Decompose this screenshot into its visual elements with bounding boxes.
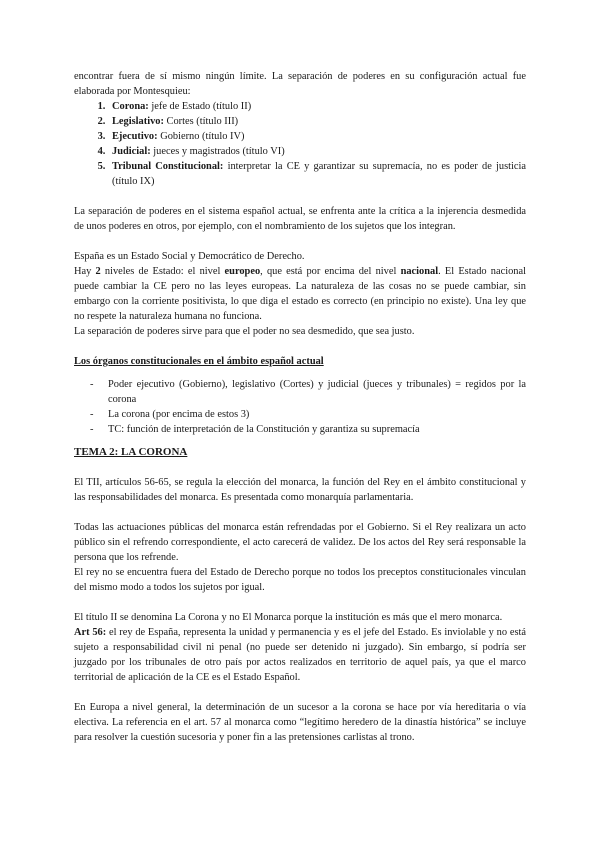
organs-list: [74, 377, 526, 437]
powers-list: [74, 99, 526, 189]
power-desc: jueces y magistrados (título VI): [150, 146, 285, 157]
tema-paragraph-4: El título II se denomina La Corona y no El Monarca porque la institución es más que el mero monarca.: [74, 612, 503, 623]
power-item-corona: [108, 99, 526, 114]
text-run: , que está por encima del nivel: [260, 266, 401, 277]
power-term: Judicial:: [112, 146, 151, 157]
intro-paragraph: encontrar fuera de sí mismo ningún límite. La separación de poderes en su configuración actual fue elaborada por Montesquieu:: [74, 71, 526, 97]
art56-text: el rey de España, representa la unidad y permanencia y es el jefe del Estado. Es inviolable y no está sujeto a responsabilidad civil ni penal (no puede ser detenido ni juzgado). Sin embargo, sí podría ser juzgado por los tribunales de otro país por actos realizados en territorio de aquel país, ya que el marco territorial de aplicación de la CE es el Estado Español.: [74, 627, 526, 683]
list-item: [74, 377, 526, 407]
tema-heading: TEMA 2: LA CORONA: [74, 446, 188, 458]
dash-bullet: -: [90, 424, 94, 435]
power-term: Corona:: [112, 101, 149, 112]
tema-paragraph-3: El rey no se encuentra fuera del Estado de Derecho porque no todos los preceptos constitucionales vinculan del mismo modo a todos los sujetos por igual.: [74, 567, 526, 593]
text-run: Hay: [74, 266, 96, 277]
bold-run: nacional: [400, 266, 439, 277]
state-line-3: La separación de poderes sirve para que el poder no sea desmedido, que sea justo.: [74, 326, 415, 337]
list-item-text: La corona (por encima de estos 3): [108, 409, 250, 420]
tema-paragraph-2: Todas las actuaciones públicas del monarca están refrendadas por el Gobierno. Si el Rey realizara un acto público sin el refrendo correspondiente, el acto carecerá de validez. De los actos del Rey será responsable la persona que los refrende.: [74, 522, 526, 563]
power-desc: jefe de Estado (título II): [148, 101, 252, 112]
tema-paragraph-1: El TII, artículos 56-65, se regula la elección del monarca, la función del Rey en el ámbito constitucional y las responsabilidades del monarca. Es presentada como monarquía parlamentaria.: [74, 477, 526, 503]
state-levels-paragraph: [74, 264, 526, 324]
tema-paragraph-6: En Europa a nivel general, la determinación de un sucesor a la corona se hace por vía hereditaria o vía electiva. La referencia en el art. 57 al monarca como “legítimo heredero de la dinastía histórica” se incluye para resolver la cuestión sucesoria y poner fin a las pretensiones carlistas al trono.: [74, 702, 526, 743]
text-run: . El Estado nacional puede cambiar la CE pero no las leyes europeas. La naturaleza de las cosas no se puede cambiar, sin embargo con la corriente positivista, lo que diga el estado es correcto (en principio no existe). Una ley que no respete la naturaleza humana no funciona.: [74, 266, 526, 322]
power-term: Ejecutivo:: [112, 131, 158, 142]
power-desc: interpretar la CE y garantizar su supremacía, no es poder de justicia (título IX): [112, 161, 526, 187]
text-run: niveles de Estado: el nivel: [100, 266, 225, 277]
list-item: [74, 422, 526, 437]
art56-label: Art 56:: [74, 627, 107, 638]
document-body: [74, 69, 526, 745]
critique-paragraph: La separación de poderes en el sistema español actual, se enfrenta ante la crítica a la injerencia desmedida de unos poderes en otros, por ejemplo, con el nombramiento de los sujetos que los integran.: [74, 206, 526, 232]
list-item-text: TC: función de interpretación de la Constitución y garantiza su supremacía: [108, 424, 420, 435]
organs-heading: Los órganos constitucionales en el ámbito español actual: [74, 356, 324, 367]
art56-paragraph: [74, 625, 526, 685]
list-item: [74, 407, 526, 422]
power-item-ejecutivo: [108, 129, 526, 144]
power-item-judicial: [108, 144, 526, 159]
power-item-tribunal: [108, 159, 526, 189]
dash-bullet: -: [90, 379, 94, 390]
power-term: Legislativo:: [112, 116, 164, 127]
bold-run: europeo: [224, 266, 261, 277]
power-desc: Gobierno (título IV): [157, 131, 245, 142]
bold-run: 2: [95, 266, 101, 277]
list-item-text: Poder ejecutivo (Gobierno), legislativo (Cortes) y judicial (jueces y tribunales) = regidos por la corona: [108, 379, 526, 405]
power-item-legislativo: [108, 114, 526, 129]
power-desc: Cortes (título III): [163, 116, 239, 127]
power-term: Tribunal Constitucional:: [112, 161, 224, 172]
state-line-1: España es un Estado Social y Democrático de Derecho.: [74, 251, 305, 262]
dash-bullet: -: [90, 409, 94, 420]
